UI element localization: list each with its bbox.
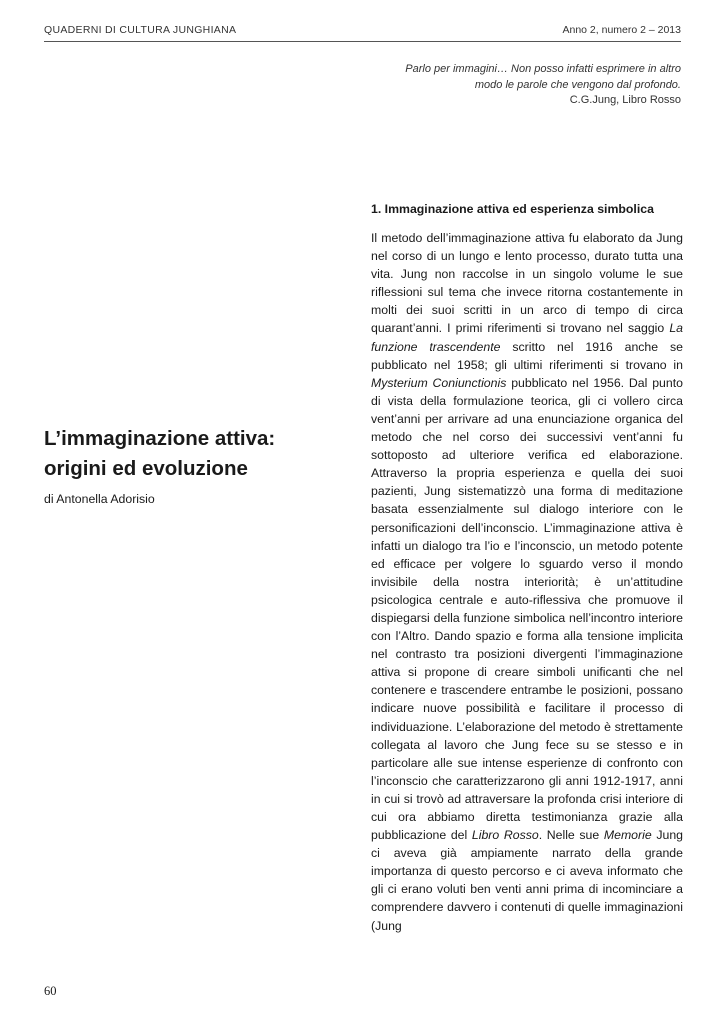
journal-title: QUADERNI DI CULTURA JUNGHIANA: [44, 24, 237, 36]
work-title-mysterium-coniunctionis: Mysterium Coniunctionis: [371, 375, 507, 390]
article-title-line2: origini ed evoluzione: [44, 457, 248, 480]
body-text-segment: . Nelle sue: [538, 828, 604, 843]
epigraph-quote-line1: Parlo per immagini… Non posso infatti esprimere in altro: [405, 63, 681, 75]
article-title: [44, 424, 334, 484]
body-text-segment: scritto nel 1916 anche se pubblicato nel 1958; gli ultimi riferimenti si trovano in: [371, 339, 683, 372]
epigraph-attribution: C.G.Jung, Libro Rosso: [569, 94, 681, 106]
body-text-segment: pubblicato nel 1956. Dal punto di vista della formulazione teorica, gli ci vollero circa vent’anni per arrivare ad una enunciazione organica del metodo che nel corso dei successivi vent’anni fu sottoposto ad ulteriore verifica ed elaborazione. Attraverso la propria esperienza e quella dei suoi pazienti, Jung sistematizzò una forma di meditazione basata essenzialmente sul dialogo interiore con le personificazioni dell’inconscio. L’immaginazione attiva è infatti un dialogo tra l’io e l’inconscio, un metodo potente ed efficace per volgere lo sguardo verso il mondo invisibile della nostra interiorità; è un’attitudine psicologica centrale e auto-riflessiva che promuove il dispiegarsi della funzione simbolica nell’incontro interiore con l’Altro. Dando spazio e forma alla tensione implicita nel contrasto tra posizioni divergenti l’immaginazione attiva si propone di creare simboli unificanti che nel contenere e trascendere entrambe le posizioni, possano indicare nuove possibilità e facilitare il processo di individuazione. L’elaborazione del metodo è strettamente collegata al lavoro che Jung fece su se stesso e in particolare alle sue intense esperienze di confronto con l’inconscio che caratterizzarono gli anni 1912-1917, anni in cui si trovò ad attraversare la profonda crisi interiore di cui ora abbiamo diretta testimonianza grazie alla pubblicazione del: [371, 375, 683, 843]
epigraph-quote-line2: modo le parole che vengono dal profondo.: [474, 78, 681, 91]
issue-info: Anno 2, numero 2 – 2013: [562, 24, 681, 36]
header-divider: [44, 41, 681, 42]
page-number: 60: [44, 984, 57, 998]
section-heading: 1. Immaginazione attiva ed esperienza simbolica: [371, 202, 654, 216]
body-text-segment: Jung ci aveva già ampiamente narrato della grande importanza di questo percorso e ci aveva informato che gli ci erano voluti ben venti anni prima di incominciare a comprendere davvero i contenuti di quelle immaginazioni (Jung: [371, 828, 683, 933]
work-title-funzione-trascendente: La funzione trascendente: [371, 321, 683, 354]
body-paragraph: [371, 229, 683, 935]
epigraph: [361, 62, 681, 109]
work-title-libro-rosso: Libro Rosso: [471, 828, 539, 843]
body-text-segment: Il metodo dell’immaginazione attiva fu elaborato da Jung nel corso di un lungo e lento processo, durato tutta una vita. Jung non raccolse in un singolo volume le sue riflessioni sul tema che invece ritorna costantemente in molti dei suoi scritti in un arco di tempo di circa quarant’anni. I primi riferimenti si trovano nel saggio: [371, 231, 683, 336]
work-title-memorie: Memorie: [603, 828, 652, 843]
article-title-line1: L’immaginazione attiva:: [44, 427, 276, 450]
author-byline: di Antonella Adorisio: [44, 492, 155, 506]
